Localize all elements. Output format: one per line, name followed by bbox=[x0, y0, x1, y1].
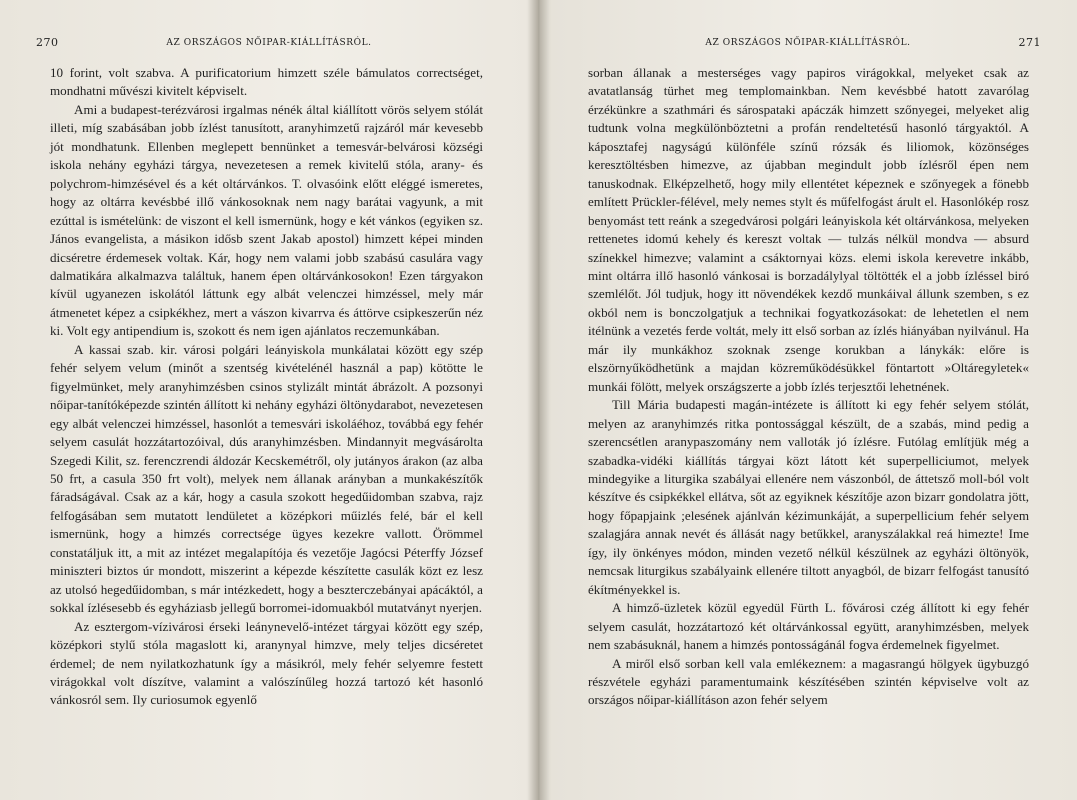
left-running-head: AZ ORSZÁGOS NŐIPAR-KIÁLLÍTÁSRÓL. bbox=[166, 38, 372, 48]
left-page-number: 270 bbox=[36, 36, 59, 49]
paragraph: Az esztergom-vízivárosi érseki leánynevelő-intézet tárgyai között egy szép, középkori stylű stóla magaslott ki, aranynyal himzve, mely teljes dicséretet érdemel; de nem nyilatkozhatunk így a másikról, mely fehér selyemre festett virágokkal volt díszítve, valamint a valószínűleg hozzá tartozó két hasonló vánkosról sem. Ily curiosumok egyenlő bbox=[50, 618, 483, 708]
paragraph: Ami a budapest-terézvárosi irgalmas nénék által kiállított vörös selyem stólát illeti, míg szabásában jobb ízlést tanusított, aranyhimzetű rajzáról már kevesebb jót mondhatunk. Ellenben meglepett bennünket a temesvár-belvárosi községi iskola nehány egyházi tárgya, nevezetesen a remek kivitelű stóla, arany- és polychrom-himzésével és a két oltárvánkos. T. olvasóink előtt eléggé ismeretes, hogy az oltárra kevésbbé illő vánkosoknak nem nagy barátai vagyunk, a mit ezúttal is ismételünk: de viszont el kell ismernünk, hogy e két vánkos (egyiken sz. János evangelista, a másikon idősb szent Jakab apostol) himzett képei minden dicséretre érdemesek voltak. Kár, hogy nem valami jobb szabású casulára vagy dalmatikára alkalmazva találtuk, hanem épen oltárvánkosokon! Ezen tárgyakon kívül ugyanezen iskolától láttunk egy albát velenczei himzéssel, mely már átmenetet képez a csipkékhez, mert a vászon kivarrva és áttörve csipkeszerűn néz ki. Volt egy antipendium is, szokott és nem igen ajánlatos reczemunkában. bbox=[50, 101, 483, 339]
paragraph: sorban állanak a mesterséges vagy papiros virágokkal, melyeket csak az avatatlanság türhet meg templomainkban. Nem kevésbbé hatott zavarólag érzékünkre a szathmári és sárospataki apáczák himzett szőnyegei, melyeket alig tudtunk volna megkülönböztetni a profán rendeltetésű hasonló tárgyaktól. A káposztafej nagyságú különféle színű rózsák és liliomok, közönséges keresztöltésben himezve, az újabban megindult jobb ízlésről épen nem tanuskodnak. Elképzelhető, hogy mily ellentétet képeznek e szőnyegek a fönebb említett Prückler-félével, mely nemes stylt és műfelfogást árult el. Hasonlókép rosz benyomást tett reánk a szegedvárosi polgári leányiskola két oltárvánkosa, melyeken rettenetes idomú kehely és kereszt voltak — tulzás nélkül mondva — absurd színekkel himezve; valamint a csáktornyai közs. elemi iskola kerevetre inkább, mint oltárra illő hasonló vánkosai is borzadálylyal töltötték el a jobb ízléssel biró szemlélőt. Jól tudjuk, hogy itt növendékek kezdő munkáival állunk szemben, s ez okból nem is bonczolgatjuk a technikai fogyatkozásokat: de lehetetlen el nem itélnünk a vezetés ferde voltát, mely itt első sorban az ízlés hiányában nyilvánul. Ha már ily munkákhoz szoknak zsenge korukban a lánykák: előre is elszörnyűködhetünk a majdan közreműködésükkel föntartott »Oltáregyletek« munkái fölött, melyek országszerte a jobb ízlés terjesztői lehetnének. bbox=[588, 65, 1029, 394]
right-page-header bbox=[539, 36, 1077, 54]
right-page-number: 271 bbox=[1018, 36, 1041, 49]
right-running-head: AZ ORSZÁGOS NŐIPAR-KIÁLLÍTÁSRÓL. bbox=[705, 38, 911, 48]
right-page-text bbox=[588, 64, 1029, 710]
left-page bbox=[0, 0, 538, 800]
paragraph: A miről első sorban kell vala emlékeznem: a magasrangú hölgyek ügybuzgó részvétele egyházi paramentumaink készítésében szintén képviselve volt az országos nőipar-kiállításon azon fehér selyem bbox=[588, 655, 1029, 708]
paragraph: 10 forint, volt szabva. A purificatorium himzett széle bámulatos correctséget, mondhatni művészi kivitelt képviselt. bbox=[50, 65, 483, 99]
paragraph: Till Mária budapesti magán-intézete is állított ki egy fehér selyem stólát, melyen az aranyhimzés ritka pontossággal készült, de a szabás, mind pedig a szerencsétlen aranypaszomány nem valloták jó ízlésre. Futólag említjük még a szabadka-vidéki kiállítás tárgyai közt látott két superpelliciumot, melyek mindegyike a liturgika szabályai ellenére nem vászonból, de áttetsző moll-ból volt készítve és csipkékkel ellátva, sőt az egyiknek készítője azon bizarr gondolatra jött, hogy főpapjaink ;elesének ajánlván kézimunkáját, a superpellicium fehér selyem szalagjára annak nevét és állását nagy betűkkel, aranyszálakkal reá himezte! Ime így, ily önkényes módon, minden vezető nélkül készülnek az egyházi öltönyök, nemcsak liturgikus szabályaink ellenére tiltott anyagból, de bizarr felfogást tanusító ékítményekkel is. bbox=[588, 397, 1029, 597]
right-page bbox=[539, 0, 1077, 800]
left-page-text bbox=[50, 64, 483, 710]
left-page-header bbox=[0, 36, 538, 54]
paragraph: A himző-üzletek közül egyedül Fürth L. fővárosi czég állított ki egy fehér selyem casulát, hozzátartozó két oltárvánkossal együtt, aranyhimzésben, melyek nem szabásuknál, hanem a himzés pontosságánál fogva érdemelnek figyelmet. bbox=[588, 600, 1029, 653]
paragraph: A kassai szab. kir. városi polgári leányiskola munkálatai között egy szép fehér selyem velum (minőt a szentség kivételénél használ a pap) kötötte le figyelmünket, mely aranyhimzésben csinos stylizált mintát ábrázolt. A pozsonyi nőipar-tanítóképezde szintén állított ki nehány egyházi öltönydarabot, nevezetesen egy albát velenczei himzéssel, hasonlót a temesvári iskoláéhoz, továbbá egy fehér selyem casulát hozzátartozóival, dús aranyhimzésben. Mindannyit megvásárolta Szegedi Kilit, sz. ferenczrendi áldozár Kecskemétről, oly jutányos árakon (az alba 50 frt, a casula 350 frt volt), melyek nem állanak arányban a munkakészítők fáradságával. Csak az a kár, hogy a casula szokott hegedűidomban szabva, rajz felfogásában sem mutatott lendületet a középkori műizlés felé, bár el kell ismernünk, hogy a himzés correctsége ügyes kezekre vallott. Örömmel constatáljuk itt, a mit az intézet megalapítója és vezetője Jagócsi Péterffy József miniszteri biztos úr mondott, miszerint a képezde készítette casulák közt ez lesz az utolsó hegedűidomban, s már intézkedett, hogy a beszterczebányai apácáktól, a sokkal ízlésesebb és egyháziasb jellegű borromei-idomuakból mutatványt nyerjen. bbox=[50, 341, 483, 616]
